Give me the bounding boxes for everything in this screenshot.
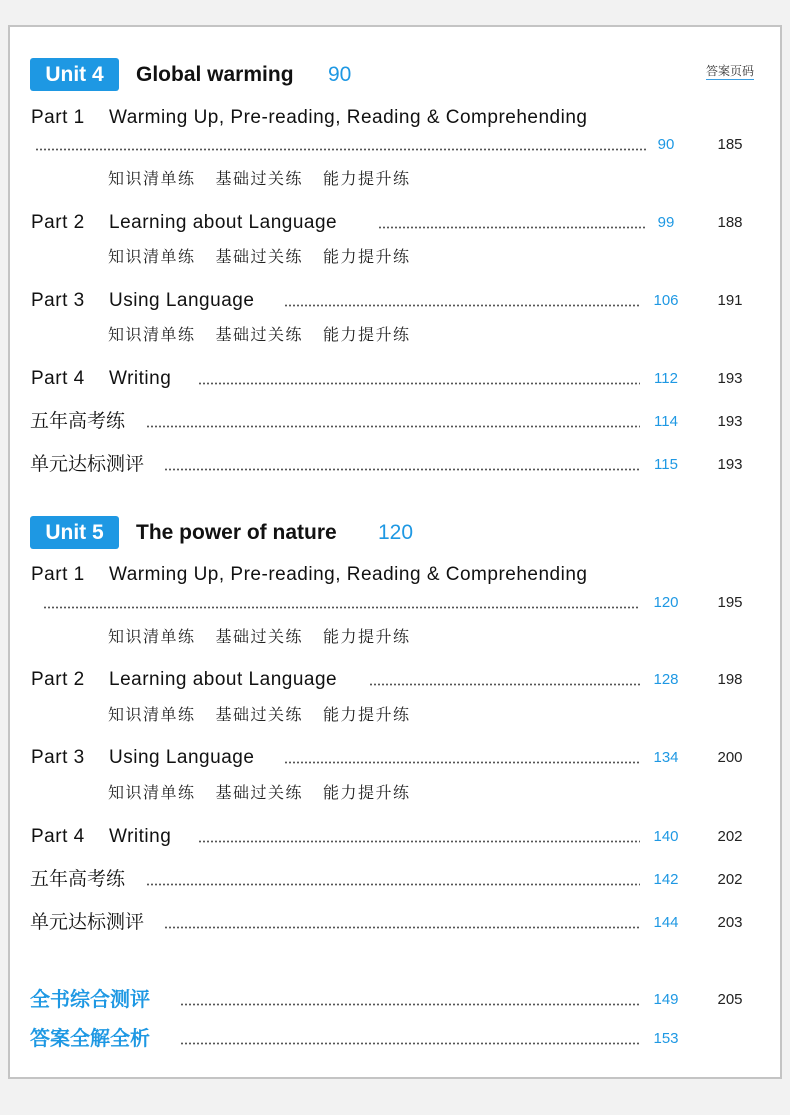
page-number: 144 <box>653 914 679 931</box>
dot-leader <box>378 226 646 229</box>
part-number: Part 2 <box>31 212 85 233</box>
toc-entry-unit4-part1-pages[interactable] <box>0 132 790 158</box>
part-number: Part 3 <box>31 747 85 768</box>
practice-item: 基础过关练 <box>215 169 304 188</box>
section-title: 五年高考练 <box>30 411 126 432</box>
practice-item: 知识清单练 <box>108 627 196 646</box>
toc-entry-unit4-exam-practice[interactable] <box>0 409 790 435</box>
unit-title: The power of nature <box>136 521 337 544</box>
page-number: 90 <box>657 136 675 153</box>
page-number: 99 <box>657 214 675 231</box>
answer-page-number: 185 <box>717 136 743 153</box>
toc-entry-unit5-part3[interactable] <box>0 745 790 771</box>
page-number: 149 <box>653 991 679 1008</box>
toc-entry-unit5-part1[interactable] <box>0 562 790 588</box>
practice-list <box>108 245 431 269</box>
practice-list <box>108 167 431 191</box>
dot-leader <box>369 683 640 686</box>
unit-title: Global warming <box>136 63 294 86</box>
answer-page-number: 200 <box>717 749 743 766</box>
part-title: Warming Up, Pre-reading, Reading & Comprehending <box>109 564 588 585</box>
toc-entry-comprehensive-test[interactable] <box>0 987 790 1013</box>
answer-page-number: 193 <box>717 456 743 473</box>
page-number: 142 <box>653 871 679 888</box>
dot-leader <box>164 468 640 471</box>
part-number: Part 4 <box>31 826 85 847</box>
section-title: 五年高考练 <box>30 869 126 890</box>
section-title: 单元达标测评 <box>30 912 145 933</box>
part-title: Learning about Language <box>109 212 338 233</box>
answer-page-number: 198 <box>717 671 743 688</box>
practice-item: 能力提升练 <box>323 247 411 266</box>
part-title: Using Language <box>109 290 255 311</box>
dot-leader <box>164 926 640 929</box>
toc-entry-unit5-unit-test[interactable] <box>0 910 790 936</box>
page-number: 114 <box>654 413 678 430</box>
page-number: 120 <box>653 594 679 611</box>
practice-item: 基础过关练 <box>215 705 304 724</box>
practice-item: 能力提升练 <box>323 627 411 646</box>
toc-entry-unit4-part1[interactable] <box>0 105 790 131</box>
page-number: 128 <box>653 671 679 688</box>
practice-item: 能力提升练 <box>323 783 411 802</box>
dot-leader <box>43 606 640 609</box>
section-title: 答案全解全析 <box>30 1028 150 1050</box>
dot-leader <box>35 148 647 151</box>
page-number: 106 <box>653 292 679 309</box>
dot-leader <box>146 425 640 428</box>
dot-leader <box>198 840 640 843</box>
toc-entry-unit5-part2[interactable] <box>0 667 790 693</box>
practice-list <box>108 703 431 727</box>
dot-leader <box>198 382 640 385</box>
practice-item: 知识清单练 <box>108 325 196 344</box>
practice-item: 知识清单练 <box>108 783 196 802</box>
unit-page-number: 90 <box>328 63 352 86</box>
unit-badge: Unit 4 <box>30 58 119 91</box>
part-number: Part 3 <box>31 290 85 311</box>
dot-leader <box>180 1042 640 1045</box>
answer-page-number: 193 <box>717 413 743 430</box>
part-title: Warming Up, Pre-reading, Reading & Comprehending <box>109 107 588 128</box>
page-number: 140 <box>653 828 679 845</box>
part-title: Using Language <box>109 747 255 768</box>
answer-page-number: 205 <box>717 991 743 1008</box>
practice-item: 能力提升练 <box>323 169 411 188</box>
part-number: Part 2 <box>31 669 85 690</box>
part-title: Learning about Language <box>109 669 338 690</box>
toc-entry-unit4-part2[interactable] <box>0 210 790 236</box>
answer-page-number: 188 <box>717 214 743 231</box>
answer-page-column-header: 答案页码 <box>706 64 755 78</box>
practice-list <box>108 781 431 805</box>
part-title: Writing <box>109 368 172 389</box>
toc-entry-unit5-part4[interactable] <box>0 824 790 850</box>
page-number: 134 <box>653 749 679 766</box>
answer-page-number: 203 <box>717 914 743 931</box>
practice-item: 能力提升练 <box>323 705 411 724</box>
practice-item: 基础过关练 <box>215 325 304 344</box>
toc-entry-answer-key[interactable] <box>0 1026 790 1052</box>
toc-entry-unit4-part4[interactable] <box>0 366 790 392</box>
part-title: Writing <box>109 826 172 847</box>
practice-item: 基础过关练 <box>215 627 304 646</box>
practice-item: 能力提升练 <box>323 325 411 344</box>
practice-item: 基础过关练 <box>215 247 304 266</box>
page-number: 115 <box>654 456 678 473</box>
toc-entry-unit5-part1-pages[interactable] <box>0 590 790 616</box>
dot-leader <box>180 1003 640 1006</box>
dot-leader <box>284 304 640 307</box>
practice-list <box>108 323 431 347</box>
part-number: Part 4 <box>31 368 85 389</box>
toc-entry-unit5-exam-practice[interactable] <box>0 867 790 893</box>
answer-page-number: 193 <box>717 370 743 387</box>
answer-page-number: 202 <box>717 871 743 888</box>
practice-item: 知识清单练 <box>108 169 196 188</box>
unit-badge: Unit 5 <box>30 516 119 549</box>
unit-page-number: 120 <box>378 521 414 544</box>
toc-entry-unit4-unit-test[interactable] <box>0 452 790 478</box>
page-number: 112 <box>654 370 678 387</box>
practice-item: 知识清单练 <box>108 247 196 266</box>
dot-leader <box>146 883 640 886</box>
practice-item: 知识清单练 <box>108 705 196 724</box>
practice-item: 基础过关练 <box>215 783 304 802</box>
toc-entry-unit4-part3[interactable] <box>0 288 790 314</box>
part-number: Part 1 <box>31 564 85 585</box>
answer-page-number: 195 <box>717 594 743 611</box>
answer-page-number: 202 <box>717 828 743 845</box>
page-number: 153 <box>653 1030 679 1047</box>
answer-page-number: 191 <box>717 292 743 309</box>
section-title: 单元达标测评 <box>30 454 145 475</box>
dot-leader <box>284 761 640 764</box>
practice-list <box>108 625 431 649</box>
section-title: 全书综合测评 <box>30 989 150 1011</box>
part-number: Part 1 <box>31 107 85 128</box>
